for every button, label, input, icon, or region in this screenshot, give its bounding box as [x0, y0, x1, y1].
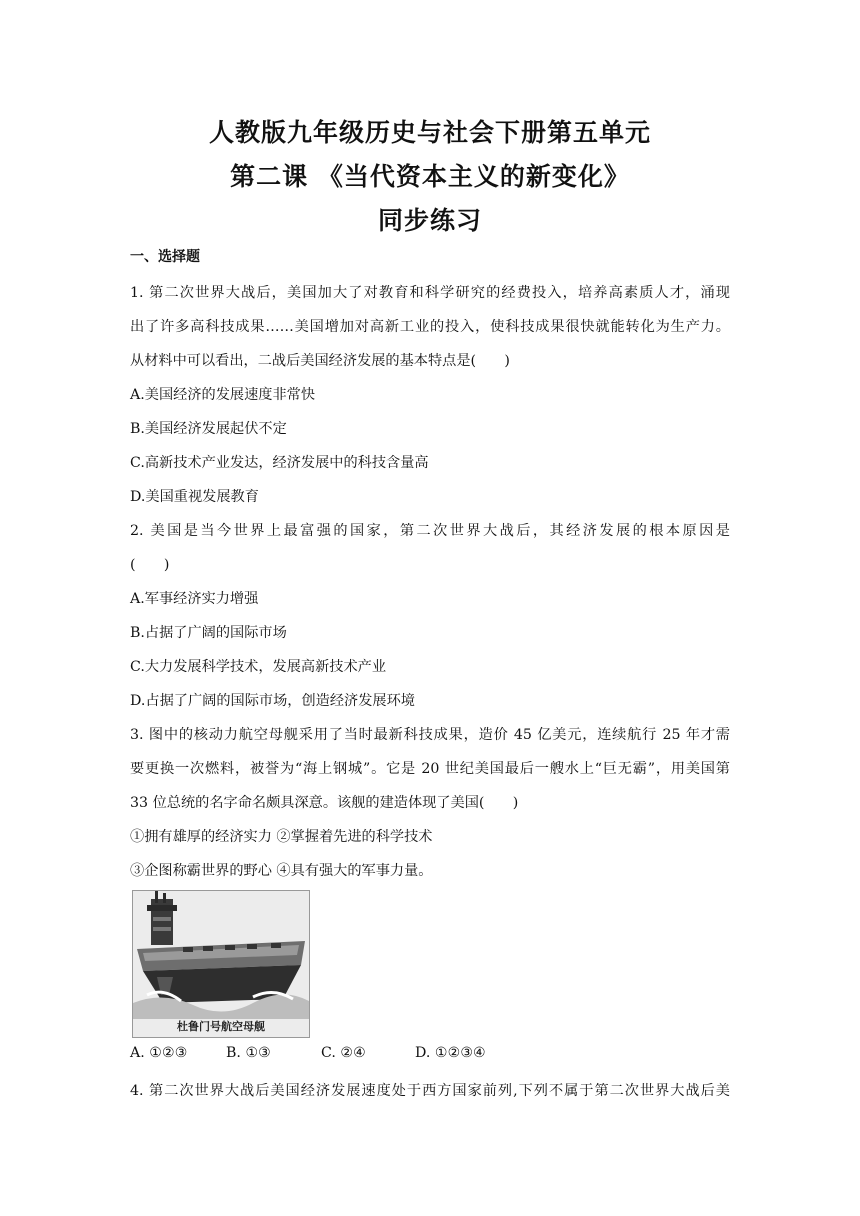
q3-option-d: D. ①②③④	[415, 1045, 486, 1061]
q1-option-c: C.高新技术产业发达，经济发展中的科技含量高	[130, 455, 429, 471]
doc-title-line-2: 第二课 《当代资本主义的新变化》	[230, 162, 630, 191]
q3-options-row	[130, 1045, 486, 1061]
q1-option-d: D.美国重视发展教育	[130, 489, 259, 505]
q3-option-a: A. ①②③	[130, 1045, 188, 1061]
q3-statement: ①拥有雄厚的经济实力 ②掌握着先进的科学技术	[130, 829, 433, 845]
image-caption: 杜鲁门号航空母舰	[177, 1020, 265, 1033]
section-heading: 一、选择题	[130, 249, 200, 265]
q1-option-a: A.美国经济的发展速度非常快	[130, 387, 316, 403]
q3-stem-line: 33 位总统的名字命名颇具深意。该舰的建造体现了美国( )	[130, 795, 519, 811]
doc-title-line-3: 同步练习	[377, 206, 482, 235]
q1-option-b: B.美国经济发展起伏不定	[130, 421, 287, 437]
q2-option-a: A.军事经济实力增强	[130, 591, 259, 607]
q1-stem-line: 1. 第二次世界大战后，美国加大了对教育和科学研究的经费投入，培养高素质人才，涌现	[130, 285, 730, 301]
q1-stem-line: 出了许多高科技成果……美国增加对高新工业的投入，使科技成果很快就能转化为生产力。	[130, 319, 730, 335]
q2-stem-line: 2. 美国是当今世界上最富强的国家，第二次世界大战后，其经济发展的根本原因是	[130, 523, 730, 539]
q2-stem-line: ( )	[130, 557, 170, 573]
q3-option-b: B. ①③	[226, 1045, 271, 1061]
aircraft-carrier-illustration	[133, 891, 309, 1037]
q3-statement: ③企图称霸世界的野心 ④具有强大的军事力量。	[130, 863, 433, 879]
q2-option-c: C.大力发展科学技术，发展高新技术产业	[130, 659, 387, 675]
q3-stem-line: 要更换一次燃料，被誉为“海上钢城”。它是 20 世纪美国最后一艘水上“巨无霸”，用美国第	[130, 761, 730, 777]
q3-stem-line: 3. 图中的核动力航空母舰采用了当时最新科技成果，造价 45 亿美元，连续航行 25 年才需	[130, 727, 730, 743]
q1-stem-line: 从材料中可以看出，二战后美国经济发展的基本特点是( )	[130, 353, 510, 369]
q2-option-b: B.占据了广阔的国际市场	[130, 625, 287, 641]
q3-option-c: C. ②④	[321, 1045, 366, 1061]
aircraft-carrier-photo	[132, 890, 310, 1038]
q4-stem-line: 4. 第二次世界大战后美国经济发展速度处于西方国家前列,下列不属于第二次世界大战后美	[130, 1083, 730, 1099]
q2-option-d: D.占据了广阔的国际市场，创造经济发展环境	[130, 693, 415, 709]
doc-title-line-1: 人教版九年级历史与社会下册第五单元	[208, 118, 651, 147]
